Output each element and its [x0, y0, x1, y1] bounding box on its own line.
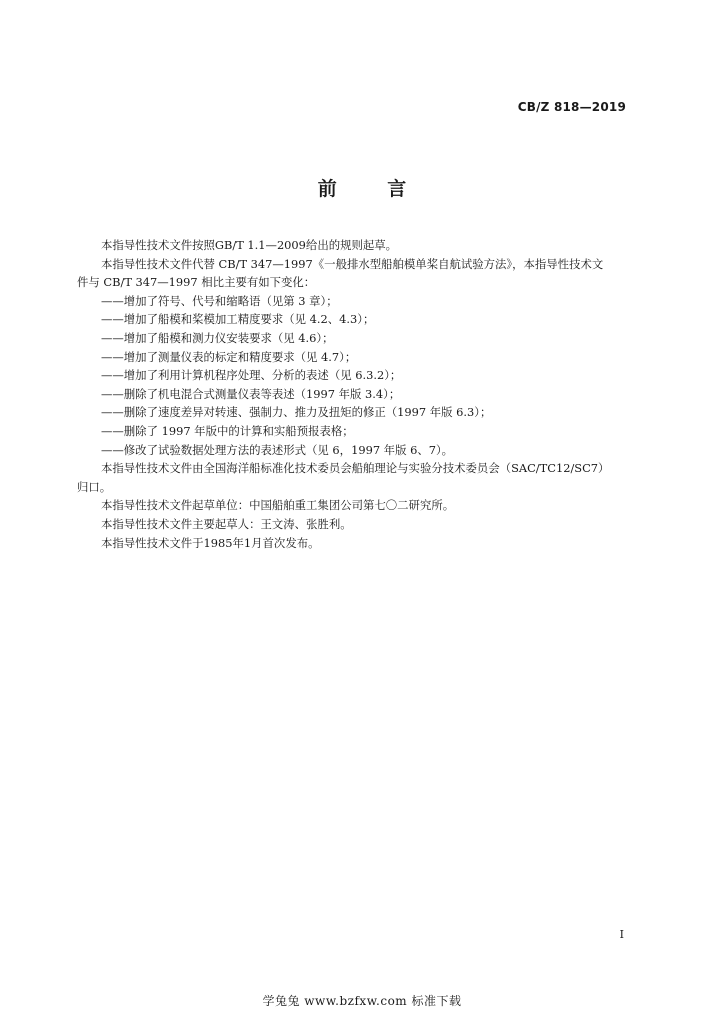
list-item: ——增加了利用计算机程序处理、分析的表述（见 6.3.2）； [101, 368, 402, 383]
list-item: ——增加了船模和桨模加工精度要求（见 4.2、4.3）； [101, 312, 375, 327]
footer-watermark: 学兔兔 www.bzfxw.com 标准下载 [262, 994, 462, 1008]
paragraph-drafting-rules: 本指导性技术文件按照GB/T 1.1—2009给出的规则起草。 [101, 238, 398, 252]
list-item: ——增加了测量仪表的标定和精度要求（见 4.7）； [101, 349, 357, 364]
paragraph-first-issue: 本指导性技术文件于1985年1月首次发布。 [101, 535, 320, 550]
paragraph-replaces: 本指导性技术文件代替 CB/T 347—1997《一般排水型船舶模单桨自航试验方法》，本指导性技术文 [101, 256, 604, 271]
list-item: ——删除了速度差异对转速、强制力、推力及扭矩的修正（1997 年版 6.3）； [101, 405, 492, 420]
foreword-body [77, 236, 645, 552]
page-title: 前 言 [317, 178, 429, 200]
paragraph-drafting-unit: 本指导性技术文件起草单位：中国船舶重工集团公司第七〇二研究所。 [101, 498, 455, 513]
list-item: ——修改了试验数据处理方法的表述形式（见 6，1997 年版 6、7）。 [101, 442, 454, 457]
page-number: I [619, 928, 624, 941]
list-item: ——增加了船模和测力仪安装要求（见 4.6）； [101, 330, 334, 345]
list-item: ——增加了符号、代号和缩略语（见第 3 章）； [101, 293, 338, 308]
standard-code: CB/Z 818—2019 [517, 100, 626, 114]
paragraph-drafters: 本指导性技术文件主要起草人：王文涛、张胜利。 [101, 516, 352, 531]
list-item: ——删除了机电混合式测量仪表等表述（1997 年版 3.4）； [101, 386, 401, 401]
paragraph-committee: 本指导性技术文件由全国海洋船标准化技术委员会船舶理论与实验分技术委员会（SAC/TC12/SC7） [101, 461, 610, 476]
list-item: ——删除了 1997 年版中的计算和实船预报表格； [101, 423, 354, 438]
paragraph-committee-continued: 归口。 [77, 479, 112, 494]
paragraph-replaces-continued: 件与 CB/T 347—1997 相比主要有如下变化： [77, 275, 316, 290]
